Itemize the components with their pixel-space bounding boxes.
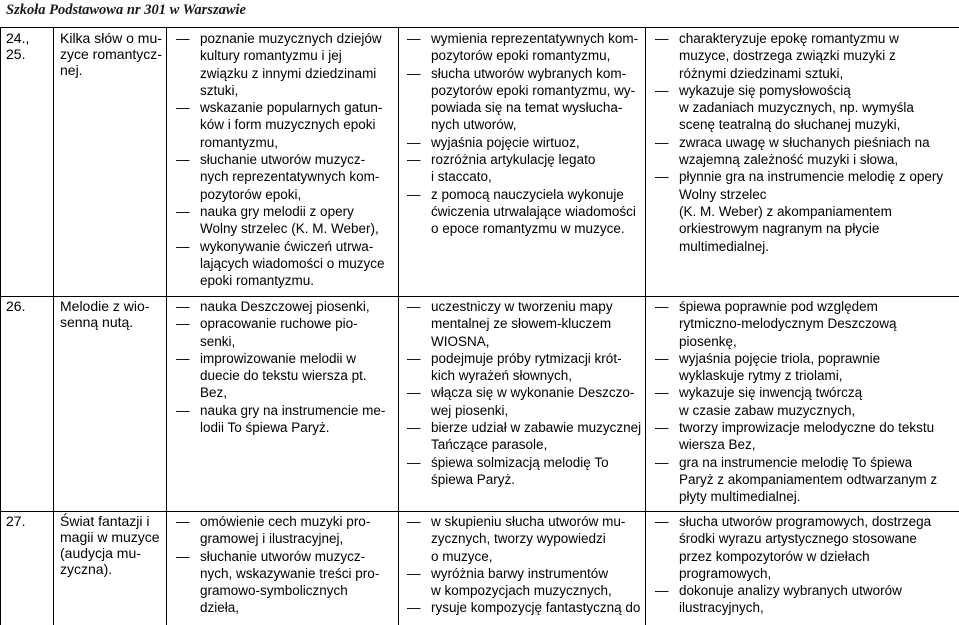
list-item-line: — dokonuje analizy wybranych utworów [655,583,902,599]
list-item-line: pozytorów epoki, [200,186,302,202]
dash-bullet-icon: — [655,82,669,98]
list-item-line: w zadaniach muzycznych, np. wymyśla [679,100,914,116]
bullet-list [407,513,643,617]
list-item-line: i staccato, [431,169,492,185]
list-item-line: gramowej i ilustracyjnej, [200,531,344,547]
list-item-line: — omówienie cech muzyki pro- [176,514,371,529]
list-item-line: — nauka gry na instrumencie me- [176,402,386,418]
extended-requirements-cell [655,30,957,296]
row-divider [0,511,959,512]
list-item-line: duecie do tekstu wiersza pt. [200,368,367,384]
list-item-line: nych, wskazywanie treści pro- [200,565,380,581]
list-item-line: — charakteryzuje epokę romantyzmu w [655,31,899,46]
list-item-line: ilustracyjnych, [679,600,764,616]
list-item-line: — wykonywanie ćwiczeń utrwa- [176,238,374,254]
list-item-line: — wskazanie popularnych gatun- [176,100,383,116]
list-item-line: — słuchanie utworów muzycz- [176,548,366,564]
list-item-line: wyklaskuje rytmy z triolami, [679,368,843,384]
dash-bullet-icon: — [176,31,190,46]
list-item-line: rytmiczno-melodycznym Deszczową [679,316,897,332]
list-item-line: przez kompozytorów w dziełach [679,548,870,564]
dash-bullet-icon: — [176,514,190,529]
dash-bullet-icon: — [655,420,669,436]
basic-requirements-cell [407,513,643,625]
list-item-line: — śpiewa solmizacją melodię To [407,454,609,470]
dash-bullet-icon: — [176,152,190,168]
list-item-line: — rysuje kompozycję fantastyczną do [407,600,641,616]
list-item-line: romantyzmu, [200,134,279,150]
list-item-line: gramowo-symbolicznych [200,583,348,599]
dash-bullet-icon: — [655,169,669,185]
col-divider [166,27,167,625]
teaching-content-cell [176,298,396,511]
col-divider [645,27,646,625]
list-item-line: — bierze udział w zabawie muzycznej [407,420,642,436]
list-item-line: Wolny strzelec [679,186,767,202]
dash-bullet-icon: — [407,514,421,529]
list-item-line: — słucha utworów wybranych kom- [407,65,627,81]
list-item-line: orkiestrowym nagranym na płycie [679,221,880,237]
list-item-line: — słuchanie utworów muzycz- [176,152,366,168]
list-item-line: epoki romantyzmu. [200,273,315,289]
dash-bullet-icon: — [176,350,190,366]
list-item-line: kultury romantyzmu i jej [200,48,342,64]
dash-bullet-icon: — [655,299,669,314]
list-item-line: o epoce romantyzmu w muzyce. [431,221,625,237]
dash-bullet-icon: — [655,454,669,470]
dash-bullet-icon: — [407,454,421,470]
extended-requirements-cell [655,513,957,625]
bullet-list [655,30,957,255]
dash-bullet-icon: — [407,31,421,46]
list-item-line: nych reprezentatywnych kom- [200,169,380,185]
col-divider [0,27,1,625]
dash-bullet-icon: — [407,385,421,401]
dash-bullet-icon: — [407,134,421,150]
list-item-line: — zwraca uwagę w słuchanych pieśniach na [655,134,930,150]
dash-bullet-icon: — [176,100,190,116]
teaching-content-cell [176,513,396,625]
row-number: 27. [6,513,26,529]
list-item-line: w kompozycjach muzycznych, [431,583,612,599]
list-item-line: — wykazuje się pomysłowością [655,82,851,98]
list-item-line: (K. M. Weber) z akompaniamentem [679,203,892,219]
list-item-line: nych utworów, [431,117,517,133]
lesson-topic: Świat fantazji i magii w muzyce (audycja mu- zyczna). [60,513,160,577]
col-divider [53,27,54,625]
list-item-line: sztuki, [200,82,239,98]
list-item-line: wzajemną zależność muzyki i słowa, [679,152,899,168]
list-item-line: wiersza Bez, [679,437,756,453]
list-item-line: Tańczące parasole, [431,437,548,453]
col-divider [398,27,399,625]
list-item-line: Bez, [200,385,228,401]
list-item-line: — wymienia reprezentatywnych kom- [407,31,639,46]
dash-bullet-icon: — [176,316,190,332]
dash-bullet-icon: — [407,65,421,81]
list-item-line: — wyróżnia barwy instrumentów [407,565,609,581]
list-item-line: — nauka Deszczowej piosenki, [176,299,370,314]
page-header: Szkoła Podstawowa nr 301 w Warszawie [6,2,246,18]
dash-bullet-icon: — [655,31,669,46]
row-divider [0,296,959,297]
list-item-line: — nauka gry melodii z opery [176,203,354,219]
list-item-line: różnymi dziedzinami sztuki, [679,65,844,81]
dash-bullet-icon: — [176,402,190,418]
list-item-line: — w skupieniu słucha utworów mu- [407,514,626,529]
list-item-line: scenę teatralną do słuchanej muzyki, [679,117,901,133]
teaching-content-cell [176,30,396,296]
dash-bullet-icon: — [176,238,190,254]
list-item-line: multimedialnej. [679,238,770,254]
dash-bullet-icon: — [176,203,190,219]
list-item-line: kich wyrażeń słownych, [431,368,573,384]
list-item-line: — opracowanie ruchowe pio- [176,316,358,332]
list-item-line: związku z innymi dziedzinami [200,65,377,81]
list-item-line: — wyjaśnia pojęcie triola, poprawnie [655,350,881,366]
list-item-line: dzieła, [200,600,240,616]
table-top-border [0,27,959,28]
list-item-line: — improwizowanie melodii w [176,350,357,366]
bullet-list [176,30,396,289]
row-number: 26. [6,298,26,314]
list-item-line: WIOSNA, [431,333,490,349]
list-item-line: — wyjaśnia pojęcie wirtuoz, [407,134,580,150]
list-item-line: zycznych, tworzy wypowiedzi [431,531,606,547]
dash-bullet-icon: — [407,565,421,581]
list-item-line: Paryż z akompaniamentem odtwarzanym z [679,471,938,487]
list-item-line: o muzyce, [431,548,493,564]
dash-bullet-icon: — [407,152,421,168]
dash-bullet-icon: — [407,299,421,314]
list-item-line: — płynnie gra na instrumencie melodię z opery [655,169,944,185]
basic-requirements-cell [407,30,643,296]
bullet-list [176,298,396,436]
row-number: 24., 25. [6,30,30,62]
basic-requirements-cell [407,298,643,511]
list-item-line: ków i form muzycznych epoki [200,117,376,133]
list-item-line: powiada się na temat wysłucha- [431,100,623,116]
list-item-line: muzyce, dostrzega związki muzyki z [679,48,896,64]
list-item-line: — słucha utworów programowych, dostrzega [655,514,932,529]
dash-bullet-icon: — [176,299,190,314]
list-item-line: — wykazuje się inwencją twórczą [655,385,863,401]
dash-bullet-icon: — [407,186,421,202]
dash-bullet-icon: — [176,548,190,564]
bullet-list [655,513,957,617]
list-item-line: — podejmuje próby rytmizacji krót- [407,350,622,366]
list-item-line: — poznanie muzycznych dziejów [176,31,382,46]
dash-bullet-icon: — [655,385,669,401]
bullet-list [407,298,643,488]
list-item-line: lających wiadomości o muzyce [200,255,385,271]
dash-bullet-icon: — [655,350,669,366]
dash-bullet-icon: — [407,350,421,366]
list-item-line: lodii To śpiewa Paryż. [200,420,330,436]
bullet-list [655,298,957,506]
list-item-line: — gra na instrumencie melodię To śpiewa [655,454,913,470]
list-item-line: pozytorów epoki romantyzmu, wy- [431,82,636,98]
list-item-line: Wolny strzelec (K. M. Weber), [200,221,379,237]
list-item-line: — rozróżnia artykulację legato [407,152,596,168]
list-item-line: — śpiewa poprawnie pod względem [655,299,878,314]
list-item-line: — włącza się w wykonanie Deszczo- [407,385,635,401]
list-item-line: — z pomocą nauczyciela wykonuje [407,186,624,202]
list-item-line: — tworzy improwizacje melodyczne do tekstu [655,420,935,436]
list-item-line: senki, [200,333,236,349]
list-item-line: wej piosenki, [431,402,509,418]
dash-bullet-icon: — [655,514,669,529]
list-item-line: — uczestniczy w tworzeniu mapy [407,299,613,314]
dash-bullet-icon: — [655,583,669,599]
list-item-line: środki wyrazu artystycznego stosowane [679,531,917,547]
list-item-line: ćwiczenia utrwalające wiadomości [431,203,636,219]
extended-requirements-cell [655,298,957,511]
list-item-line: programowych, [679,565,772,581]
dash-bullet-icon: — [655,134,669,150]
list-item-line: płyty multimedialnej. [679,489,801,505]
list-item-line: piosenkę, [679,333,737,349]
dash-bullet-icon: — [407,420,421,436]
list-item-line: śpiewa Paryż. [431,471,516,487]
bullet-list [407,30,643,238]
list-item-line: pozytorów epoki romantyzmu, [431,48,611,64]
list-item-line: mentalnej ze słowem-kluczem [431,316,612,332]
list-item-line: w czasie zabaw muzycznych, [679,402,856,418]
lesson-topic: Melodie z wio- senną nutą. [60,298,150,330]
dash-bullet-icon: — [407,600,421,616]
lesson-topic: Kilka słów o mu- zyce romantycz- nej. [60,30,162,78]
bullet-list [176,513,396,617]
